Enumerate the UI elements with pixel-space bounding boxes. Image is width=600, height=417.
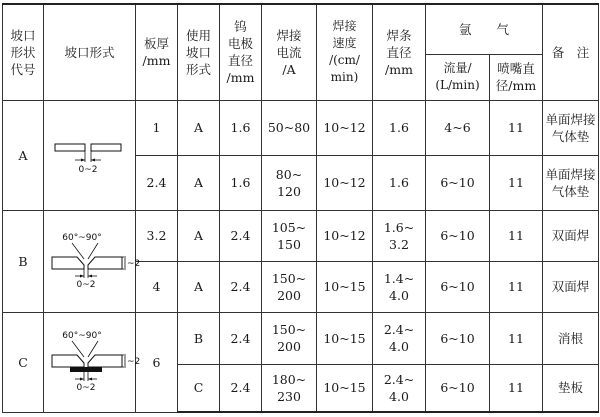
- header-electrode: 钨 电极 直径 /mm: [220, 4, 262, 100]
- header-code: 坡口 形状 代号: [3, 4, 44, 100]
- cell-code: A: [3, 100, 44, 210]
- cell-speed: 10~15: [317, 312, 373, 364]
- header-current: 焊接 电流 /A: [262, 4, 317, 100]
- cell-electrode: 2.4: [220, 312, 262, 364]
- v-groove-diagram: [46, 231, 140, 291]
- cell-flow: 6~10: [426, 155, 490, 210]
- cell-remark: 消根: [543, 312, 599, 364]
- cell-thickness: 3.2: [136, 210, 178, 261]
- groove-diagram-c: [44, 312, 140, 412]
- cell-nozzle: 11: [490, 210, 543, 261]
- cell-current: 50~80: [262, 100, 317, 155]
- cell-form: A: [178, 155, 220, 210]
- cell-form: C: [178, 364, 220, 412]
- welding-parameter-table: [2, 3, 599, 413]
- gap-label: 0~2: [78, 165, 97, 175]
- cell-current: 180~ 230: [262, 364, 317, 412]
- cell-electrode: 1.6: [220, 100, 262, 155]
- cell-nozzle: 11: [490, 261, 543, 312]
- header-argon: 氩 气: [426, 4, 543, 54]
- header-speed: 焊接 速度 /(cm/ min): [317, 4, 373, 100]
- gap-label: 0~2: [76, 280, 95, 290]
- cell-thickness: 6: [136, 312, 178, 412]
- v-groove-backing-diagram: [46, 329, 140, 395]
- cell-rod: 1.4~ 4.0: [373, 261, 426, 312]
- cell-remark: 单面焊接 气体垫: [543, 100, 599, 155]
- groove-diagram-b: [44, 210, 140, 312]
- cell-flow: 6~10: [426, 261, 490, 312]
- cell-current: 105~ 150: [262, 210, 317, 261]
- cell-rod: 2.4~ 4.0: [373, 312, 426, 364]
- cell-code: B: [3, 210, 44, 312]
- cell-rod: 1.6~ 3.2: [373, 210, 426, 261]
- cell-speed: 10~12: [317, 155, 373, 210]
- cell-nozzle: 11: [490, 100, 543, 155]
- cell-nozzle: 11: [490, 155, 543, 210]
- cell-nozzle: 11: [490, 312, 543, 364]
- cell-form: A: [178, 261, 220, 312]
- cell-nozzle: 11: [490, 364, 543, 412]
- cell-speed: 10~15: [317, 364, 373, 412]
- header-flow: 流量/ (L/min): [426, 54, 490, 100]
- table-row: [3, 210, 599, 261]
- angle-label: 60°~90°: [61, 233, 102, 243]
- cell-flow: 6~10: [426, 312, 490, 364]
- cell-flow: 4~6: [426, 100, 490, 155]
- header-remark: 备 注: [543, 4, 599, 100]
- cell-form: B: [178, 312, 220, 364]
- gap-label: 0~2: [76, 383, 95, 393]
- header-form: 坡口形式: [44, 4, 136, 100]
- cell-thickness: 1: [136, 100, 178, 155]
- cell-speed: 10~12: [317, 100, 373, 155]
- cell-electrode: 1.6: [220, 155, 262, 210]
- square-butt-groove-diagram: [47, 130, 133, 180]
- table-row: [3, 100, 599, 155]
- header-nozzle: 喷嘴直 径/mm: [490, 54, 543, 100]
- cell-electrode: 2.4: [220, 261, 262, 312]
- table-row: [3, 312, 599, 364]
- groove-diagram-a: [44, 100, 136, 210]
- cell-current: 150~ 200: [262, 312, 317, 364]
- cell-thickness: 4: [136, 261, 178, 312]
- cell-speed: 10~15: [317, 261, 373, 312]
- cell-remark: 垫板: [543, 364, 599, 412]
- cell-remark: 双面焊: [543, 261, 599, 312]
- cell-remark: 双面焊: [543, 210, 599, 261]
- cell-flow: 6~10: [426, 210, 490, 261]
- cell-electrode: 2.4: [220, 364, 262, 412]
- header-used-form: 使用 坡口 形式: [178, 4, 220, 100]
- cell-electrode: 2.4: [220, 210, 262, 261]
- angle-label: 60°~90°: [61, 331, 102, 341]
- header-rod: 焊条 直径 /mm: [373, 4, 426, 100]
- cell-code: C: [3, 312, 44, 412]
- header-thickness: 板厚 /mm: [136, 4, 178, 100]
- cell-current: 150~ 200: [262, 261, 317, 312]
- land-label: ~2: [126, 259, 140, 269]
- cell-current: 80~ 120: [262, 155, 317, 210]
- cell-flow: 6~10: [426, 364, 490, 412]
- cell-rod: 1.6: [373, 100, 426, 155]
- cell-thickness: 2.4: [136, 155, 178, 210]
- backing-plate: [70, 367, 102, 372]
- land-label: ~2: [126, 357, 140, 367]
- cell-form: A: [178, 210, 220, 261]
- cell-remark: 单面焊接 气体垫: [543, 155, 599, 210]
- cell-rod: 1.6: [373, 155, 426, 210]
- cell-form: A: [178, 100, 220, 155]
- cell-speed: 10~12: [317, 210, 373, 261]
- cell-rod: 2.4~ 4.0: [373, 364, 426, 412]
